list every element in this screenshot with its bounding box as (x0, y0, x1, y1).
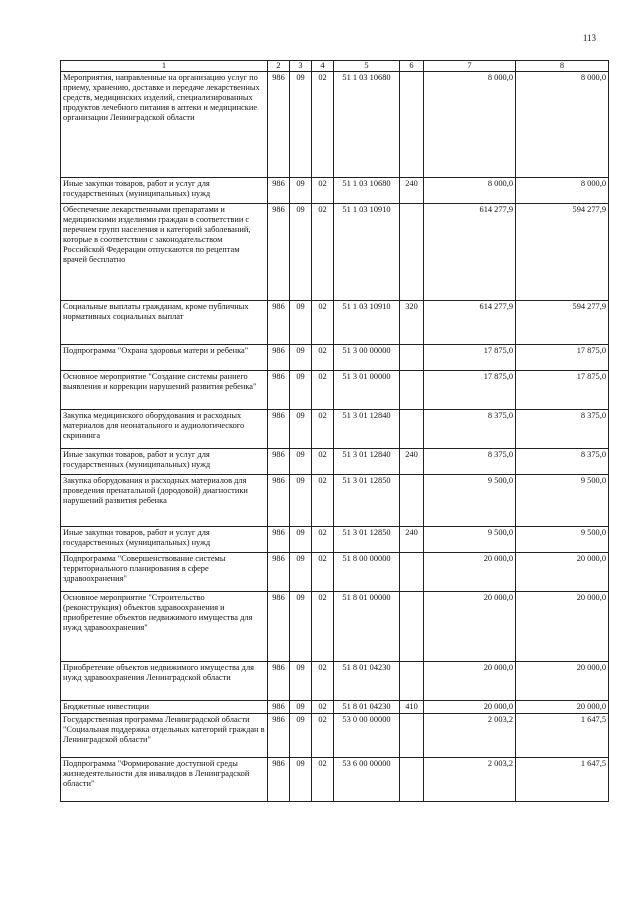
amount-cell: 9 500,0 (424, 475, 516, 527)
amount-cell: 20 000,0 (424, 553, 516, 592)
subsection-cell: 02 (312, 449, 334, 475)
subsection-cell: 02 (312, 345, 334, 371)
amount-cell: 1 647,5 (516, 758, 609, 802)
expense-type-cell (400, 758, 424, 802)
target-article-cell: 51 8 00 00000 (334, 553, 400, 592)
section-cell: 09 (290, 204, 312, 301)
target-article-cell: 51 8 01 00000 (334, 592, 400, 662)
section-cell: 09 (290, 714, 312, 758)
budget-table (60, 60, 609, 802)
row-name-cell: Основное мероприятие "Создание системы раннего выявления и коррекции нарушений развития ребенка" (61, 371, 268, 410)
table-row (61, 592, 609, 662)
table-row (61, 178, 609, 204)
column-header: 8 (516, 61, 609, 72)
table-row (61, 701, 609, 714)
code-cell: 986 (268, 475, 290, 527)
column-header: 6 (400, 61, 424, 72)
row-name-cell: Бюджетные инвестиции (61, 701, 268, 714)
expense-type-cell: 410 (400, 701, 424, 714)
row-name-cell: Основное мероприятие "Строительство (реконструкция) объектов здравоохранения и приобретение объектов недвижимого имущества для нужд здравоохранения" (61, 592, 268, 662)
row-name-cell: Мероприятия, направленные на организацию услуг по приему, хранению, доставке и передаче лекарственных средств, медицинских изделий, специализированных продуктов лечебного питания в аптеки и медицинские организации Ленинградской области (61, 72, 268, 178)
amount-cell: 2 003,2 (424, 758, 516, 802)
column-header: 5 (334, 61, 400, 72)
subsection-cell: 02 (312, 204, 334, 301)
table-row (61, 475, 609, 527)
amount-cell: 8 375,0 (516, 410, 609, 449)
target-article-cell: 51 3 01 12840 (334, 410, 400, 449)
row-name-cell: Иные закупки товаров, работ и услуг для государственных (муниципальных) нужд (61, 527, 268, 553)
target-article-cell: 51 3 01 12840 (334, 449, 400, 475)
section-cell: 09 (290, 592, 312, 662)
section-cell: 09 (290, 410, 312, 449)
expense-type-cell (400, 72, 424, 178)
amount-cell: 614 277,9 (424, 301, 516, 345)
section-cell: 09 (290, 662, 312, 701)
subsection-cell: 02 (312, 178, 334, 204)
expense-type-cell (400, 204, 424, 301)
header-row (61, 61, 609, 72)
target-article-cell: 51 3 00 00000 (334, 345, 400, 371)
section-cell: 09 (290, 301, 312, 345)
subsection-cell: 02 (312, 592, 334, 662)
table-row (61, 345, 609, 371)
expense-type-cell: 240 (400, 527, 424, 553)
expense-type-cell: 320 (400, 301, 424, 345)
row-name-cell: Подпрограмма "Формирование доступной среды жизнедеятельности для инвалидов в Ленинградской области" (61, 758, 268, 802)
amount-cell: 20 000,0 (424, 662, 516, 701)
code-cell: 986 (268, 592, 290, 662)
amount-cell: 8 375,0 (516, 449, 609, 475)
code-cell: 986 (268, 553, 290, 592)
amount-cell: 9 500,0 (424, 527, 516, 553)
expense-type-cell (400, 345, 424, 371)
column-header: 7 (424, 61, 516, 72)
code-cell: 986 (268, 449, 290, 475)
expense-type-cell (400, 410, 424, 449)
code-cell: 986 (268, 662, 290, 701)
section-cell: 09 (290, 178, 312, 204)
amount-cell: 1 647,5 (516, 714, 609, 758)
section-cell: 09 (290, 72, 312, 178)
target-article-cell: 53 0 00 00000 (334, 714, 400, 758)
section-cell: 09 (290, 475, 312, 527)
subsection-cell: 02 (312, 553, 334, 592)
amount-cell: 8 375,0 (424, 410, 516, 449)
amount-cell: 614 277,9 (424, 204, 516, 301)
target-article-cell: 51 3 01 00000 (334, 371, 400, 410)
subsection-cell: 02 (312, 475, 334, 527)
column-header: 2 (268, 61, 290, 72)
amount-cell: 8 000,0 (516, 72, 609, 178)
code-cell: 986 (268, 178, 290, 204)
table-row (61, 410, 609, 449)
table-row (61, 371, 609, 410)
row-name-cell: Социальные выплаты гражданам, кроме публичных нормативных социальных выплат (61, 301, 268, 345)
table-row (61, 553, 609, 592)
section-cell: 09 (290, 758, 312, 802)
subsection-cell: 02 (312, 410, 334, 449)
target-article-cell: 51 1 03 10680 (334, 72, 400, 178)
code-cell: 986 (268, 345, 290, 371)
row-name-cell: Подпрограмма "Совершенствование системы территориального планирования в сфере здравоохранения" (61, 553, 268, 592)
expense-type-cell (400, 662, 424, 701)
target-article-cell: 51 1 03 10680 (334, 178, 400, 204)
amount-cell: 9 500,0 (516, 527, 609, 553)
expense-type-cell: 240 (400, 178, 424, 204)
table-row (61, 72, 609, 178)
section-cell: 09 (290, 701, 312, 714)
code-cell: 986 (268, 701, 290, 714)
code-cell: 986 (268, 204, 290, 301)
subsection-cell: 02 (312, 758, 334, 802)
page-number: 113 (582, 33, 596, 43)
section-cell: 09 (290, 553, 312, 592)
expense-type-cell (400, 371, 424, 410)
amount-cell: 8 000,0 (516, 178, 609, 204)
amount-cell: 17 875,0 (424, 345, 516, 371)
table-body (61, 72, 609, 802)
table-row (61, 662, 609, 701)
amount-cell: 17 875,0 (424, 371, 516, 410)
target-article-cell: 51 3 01 12850 (334, 475, 400, 527)
amount-cell: 2 003,2 (424, 714, 516, 758)
expense-type-cell (400, 553, 424, 592)
expense-type-cell: 240 (400, 449, 424, 475)
target-article-cell: 51 3 01 12850 (334, 527, 400, 553)
expense-type-cell (400, 475, 424, 527)
section-cell: 09 (290, 345, 312, 371)
column-header: 1 (61, 61, 268, 72)
column-header: 3 (290, 61, 312, 72)
code-cell: 986 (268, 410, 290, 449)
table-row (61, 301, 609, 345)
row-name-cell: Подпрограмма "Охрана здоровья матери и ребенка" (61, 345, 268, 371)
row-name-cell: Закупка медицинского оборудования и расходных материалов для неонатального и аудиологического скрининга (61, 410, 268, 449)
amount-cell: 20 000,0 (516, 553, 609, 592)
subsection-cell: 02 (312, 714, 334, 758)
expense-type-cell (400, 592, 424, 662)
subsection-cell: 02 (312, 371, 334, 410)
row-name-cell: Обеспечение лекарственными препаратами и медицинскими изделиями граждан в соответствии с перечнем групп населения и категорий заболеваний, которые в соответствии с законодательством Российской Федерации отпускаются по рецептам врачей бесплатно (61, 204, 268, 301)
amount-cell: 20 000,0 (424, 701, 516, 714)
subsection-cell: 02 (312, 662, 334, 701)
target-article-cell: 51 1 03 10910 (334, 301, 400, 345)
amount-cell: 20 000,0 (516, 592, 609, 662)
section-cell: 09 (290, 527, 312, 553)
amount-cell: 17 875,0 (516, 371, 609, 410)
target-article-cell: 53 6 00 00000 (334, 758, 400, 802)
subsection-cell: 02 (312, 72, 334, 178)
amount-cell: 20 000,0 (516, 662, 609, 701)
table-row (61, 527, 609, 553)
row-name-cell: Приобретение объектов недвижимого имущества для нужд здравоохранения Ленинградской области (61, 662, 268, 701)
table-row (61, 449, 609, 475)
row-name-cell: Закупка оборудования и расходных материалов для проведения пренатальной (дородовой) диагностики нарушений развития ребенка (61, 475, 268, 527)
target-article-cell: 51 8 01 04230 (334, 662, 400, 701)
expense-type-cell (400, 714, 424, 758)
amount-cell: 20 000,0 (516, 701, 609, 714)
amount-cell: 17 875,0 (516, 345, 609, 371)
amount-cell: 594 277,9 (516, 301, 609, 345)
amount-cell: 8 000,0 (424, 72, 516, 178)
row-name-cell: Государственная программа Ленинградской области "Социальная поддержка отдельных категорий граждан в Ленинградской области" (61, 714, 268, 758)
section-cell: 09 (290, 371, 312, 410)
subsection-cell: 02 (312, 301, 334, 345)
subsection-cell: 02 (312, 701, 334, 714)
subsection-cell: 02 (312, 527, 334, 553)
table-row (61, 758, 609, 802)
code-cell: 986 (268, 758, 290, 802)
row-name-cell: Иные закупки товаров, работ и услуг для государственных (муниципальных) нужд (61, 449, 268, 475)
amount-cell: 594 277,9 (516, 204, 609, 301)
amount-cell: 9 500,0 (516, 475, 609, 527)
amount-cell: 20 000,0 (424, 592, 516, 662)
code-cell: 986 (268, 371, 290, 410)
amount-cell: 8 375,0 (424, 449, 516, 475)
column-header: 4 (312, 61, 334, 72)
row-name-cell: Иные закупки товаров, работ и услуг для государственных (муниципальных) нужд (61, 178, 268, 204)
section-cell: 09 (290, 449, 312, 475)
code-cell: 986 (268, 72, 290, 178)
code-cell: 986 (268, 301, 290, 345)
table-row (61, 714, 609, 758)
target-article-cell: 51 8 01 04230 (334, 701, 400, 714)
code-cell: 986 (268, 527, 290, 553)
code-cell: 986 (268, 714, 290, 758)
table-row (61, 204, 609, 301)
amount-cell: 8 000,0 (424, 178, 516, 204)
target-article-cell: 51 1 03 10910 (334, 204, 400, 301)
